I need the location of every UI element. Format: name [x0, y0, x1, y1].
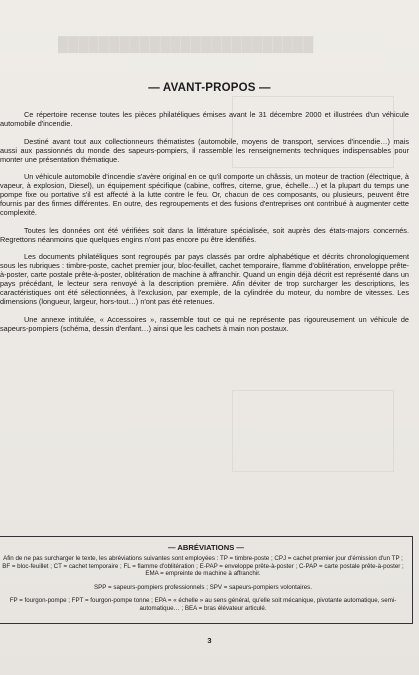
paragraph: Ce répertoire recense toutes les pièces philatéliques émises avant le 31 décembre 2000 et illustrées d'un véhicule automobile d'incendie.: [0, 110, 409, 128]
paragraph: Les documents philatéliques sont regroupés par pays classés par ordre alphabétique et décrits chronologiquement sous les rubriques : timbre-poste, cachet premier jour, bloc-feuillet, cachet temporaire, flamme d'oblitération, enveloppe prête-à-poster, carte postale prête-à-poster, oblitération de machine à affranchir. Quand un engin déjà décrit est représenté dans un pays précédant, le lecteur sera renvoyé à la description première. Afin déviter de trop surcharger les descriptions, les caractéristiques ont été sélectionnées, à l'exclusion, par exemple, de la cylindrée du moteur, du nombre de vitesses. Les dimensions (longueur, largeur, hors-tout…) n'ont pas été retenues.: [0, 252, 409, 307]
show-through-frame: [232, 390, 394, 472]
paragraph: Toutes les données ont été vérifiées soit dans la littérature spécialisée, soit auprès des états-majors concernés. Regrettons néanmoins que quelques engins n'ont pas encore pu être identifiés.: [0, 225, 409, 244]
paragraph: Destiné avant tout aux collectionneurs thématistes (automobile, moyens de transport, services d'incendie…) mais aussi aux passionnés du monde des sapeurs-pompiers, il rassemble les renseignements techniques indispensables pour monter une présentation thématique.: [0, 136, 409, 164]
abbreviations-line: Afin de ne pas surcharger le texte, les abréviations suivantes sont employées : TP = timbre-poste ; CPJ = cachet premier jour d'émission d'un TP ; BF = bloc-feuillet ; CT = cachet temporaire ; FL = flamme d'oblitération ; E-PAP = enveloppe prête-à-poster ; C-PAP = carte postale prête-à-poster ; EMA = empreinte de machine à affranchir.: [2, 555, 404, 578]
abbreviations-title: — ABRÉVIATIONS —: [168, 543, 244, 552]
page-title: — AVANT-PROPOS —: [148, 82, 271, 94]
body-text: [0, 110, 409, 342]
paragraph: Une annexe intitulée, « Accessoires », rassemble tout ce qui ne représente pas rigoureusement un véhicule de sapeurs-pompiers (schéma, dessin d'enfant…) ainsi que les cachets à main non postaux.: [0, 314, 409, 333]
abbreviations-line: SPP = sapeurs-pompiers professionnels ; SPV = sapeurs-pompiers volontaires.: [94, 583, 312, 591]
page-number: 3: [207, 636, 212, 645]
abbreviations-box: [0, 536, 413, 624]
show-through-heading: █████████████████████████: [58, 36, 314, 52]
abbreviations-body: [0, 555, 406, 619]
abbreviations-line: FP = fourgon-pompe ; FPT = fourgon-pompe tonne ; EPA = « échelle » au sens général, qu'elle soit mécanique, pivotante automatique, semi-automatique… ; BEA = bras élévateur articulé.: [9, 597, 397, 612]
paragraph: Un véhicule automobile d'incendie s'avère original en ce qu'il comporte un châssis, un moteur de traction (électrique, à vapeur, à explosion, Diesel), un équipement spécifique (cabine, coffres, citerne, grue, échelle…) et la plupart du temps une pompe fixe ou portative s'il est affecté à la lutte contre le feu. Or, chacun de ces composants, ou plusieurs, peuvent être fournis par des firmes différentes. En outre, des regroupements et des fusions d'entreprises ont contribué à augmenter cette complexité.: [0, 172, 409, 218]
